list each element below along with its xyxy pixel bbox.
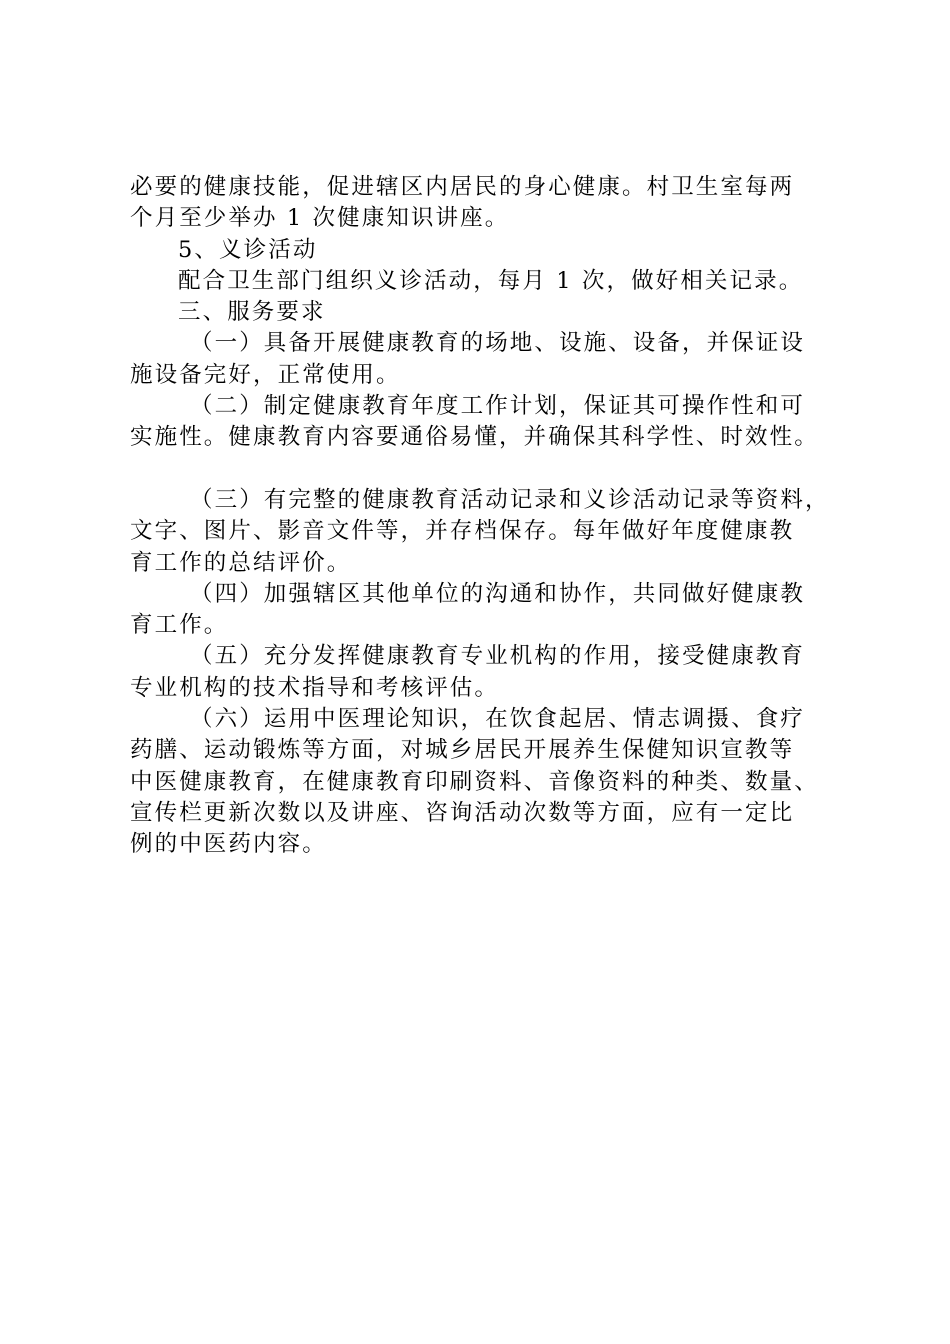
list-item-line: （六）运用中医理论知识，在饮食起居、情志调摄、食疗 <box>190 706 806 733</box>
section-heading: 5、义诊活动 <box>178 236 318 263</box>
list-item-line: （三）有完整的健康教育活动记录和义诊活动记录等资料， <box>190 486 830 513</box>
body-line: 药膳、运动锻炼等方面，对城乡居民开展养生保健知识宣教等 <box>130 737 795 764</box>
section-heading: 三、服务要求 <box>178 299 326 326</box>
body-line: 必要的健康技能，促进辖区内居民的身心健康。村卫生室每两 <box>130 174 795 200</box>
body-line: 育工作的总结评价。 <box>130 549 352 576</box>
body-line: 实施性。健康教育内容要通俗易懂，并确保其科学性、时效性。 <box>130 424 819 451</box>
body-line: 文字、图片、影音文件等，并存档保存。每年做好年度健康教 <box>130 518 795 545</box>
list-item-line: （四）加强辖区其他单位的沟通和协作，共同做好健康教 <box>190 580 806 607</box>
body-line: 例的中医药内容。 <box>130 831 327 858</box>
document-body <box>130 172 845 861</box>
body-line: 专业机构的技术指导和考核评估。 <box>130 674 500 701</box>
body-line: 配合卫生部门组织义诊活动，每月 1 次，做好相关记录。 <box>178 267 804 294</box>
body-line: 育工作。 <box>130 612 229 639</box>
list-item-line: （二）制定健康教育年度工作计划，保证其可操作性和可 <box>190 393 806 420</box>
body-line: 中医健康教育，在健康教育印刷资料、音像资料的种类、数量、 <box>130 768 819 795</box>
list-item-line: （一）具备开展健康教育的场地、设施、设备，并保证设 <box>190 330 806 357</box>
body-line: 施设备完好，正常使用。 <box>130 361 401 388</box>
list-item-line: （五）充分发挥健康教育专业机构的作用，接受健康教育 <box>190 643 806 670</box>
body-line: 宣传栏更新次数以及讲座、咨询活动次数等方面，应有一定比 <box>130 799 795 826</box>
body-line: 个月至少举办 1 次健康知识讲座。 <box>130 205 510 232</box>
